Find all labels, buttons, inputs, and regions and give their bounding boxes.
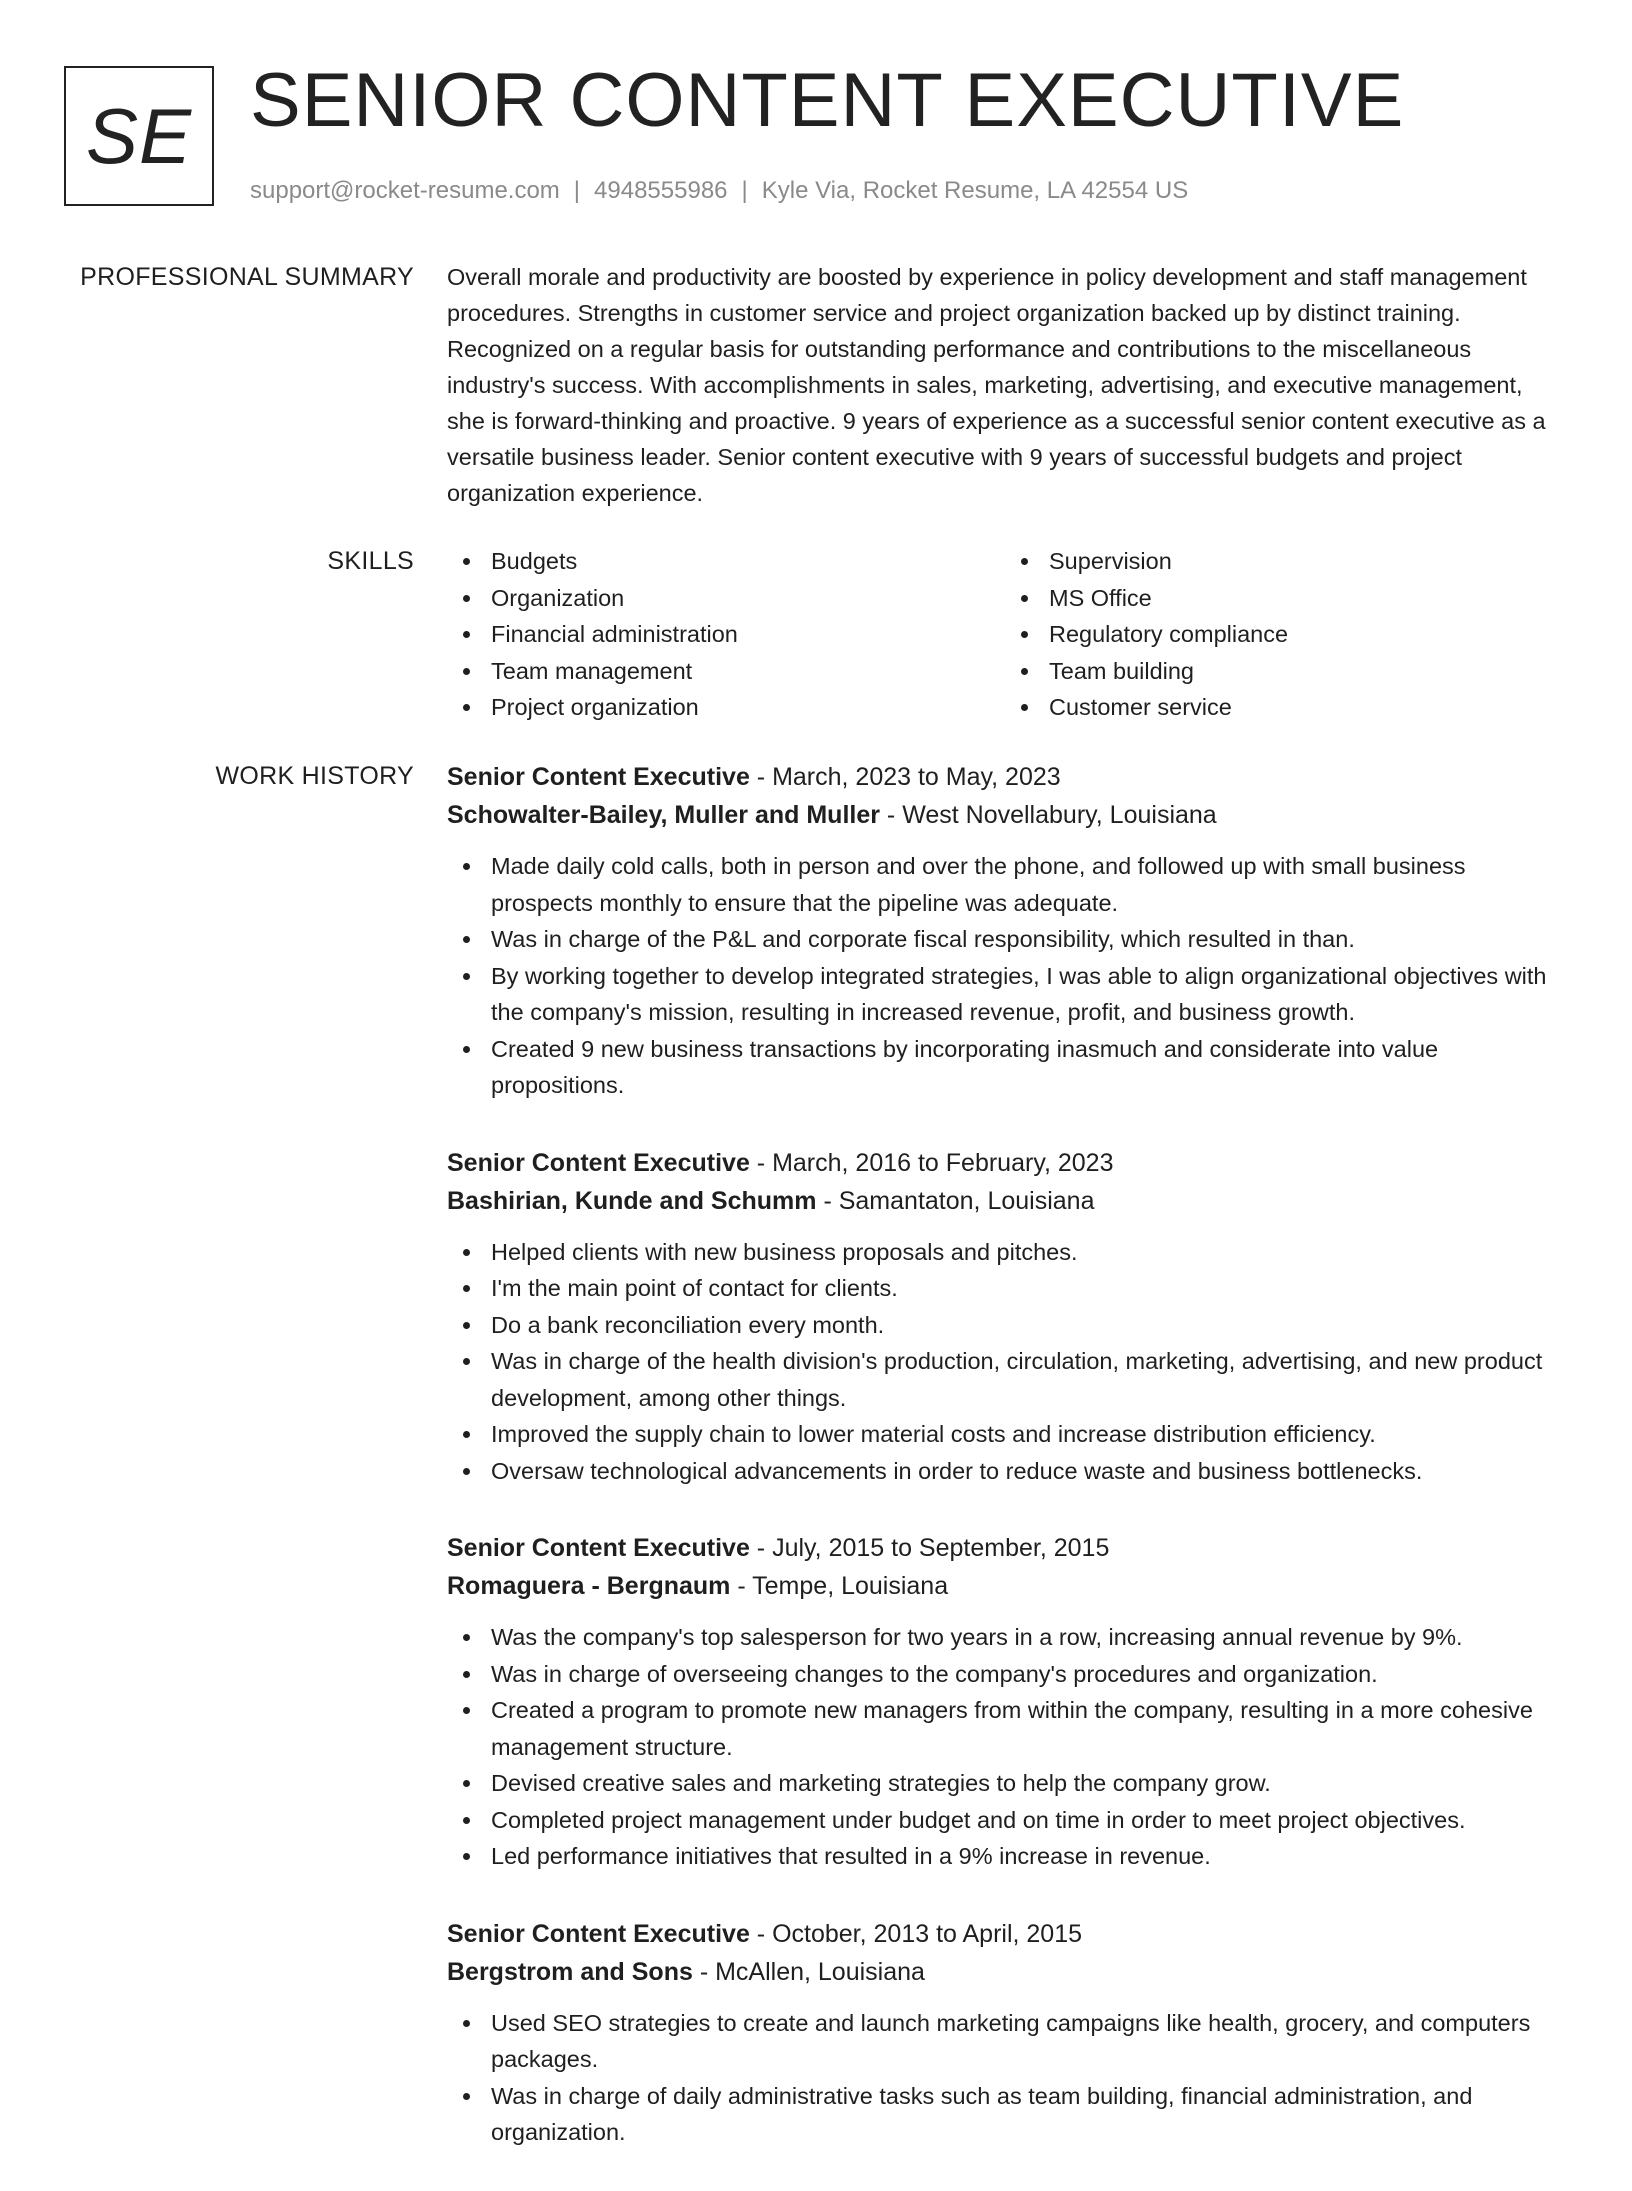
job-bullets: [447, 2005, 1563, 2151]
job-bullets: [447, 1619, 1563, 1875]
job-company-line: [447, 1182, 1563, 1220]
job-title: Senior Content Executive: [447, 1534, 750, 1562]
contact-separator: |: [573, 177, 581, 204]
skill-item: Team management: [491, 653, 1005, 690]
job-company-line: [447, 1953, 1563, 1991]
job-bullet: Improved the supply chain to lower material costs and increase distribution efficiency.: [491, 1416, 1563, 1453]
job-location: - West Novellabury, Louisiana: [879, 801, 1217, 829]
job-bullet: Helped clients with new business proposals and pitches.: [491, 1234, 1563, 1271]
job-location: - Samantaton, Louisiana: [816, 1186, 1095, 1215]
job-entry: [447, 1915, 1563, 2151]
summary-body: [447, 259, 1563, 511]
job-bullet: Was the company's top salesperson for two years in a row, increasing annual revenue by 9%.: [491, 1619, 1563, 1656]
job-company-line: [447, 1567, 1563, 1605]
skill-item: MS Office: [1049, 580, 1563, 617]
skills-list-right: [1005, 543, 1563, 726]
contact-phone[interactable]: 4948555986: [594, 177, 728, 204]
job-dates: - October, 2013 to April, 2015: [749, 1919, 1083, 1948]
contact-address: Kyle Via, Rocket Resume, LA 42554 US: [761, 177, 1189, 204]
skill-item: Financial administration: [491, 616, 1005, 653]
job-bullet: Oversaw technological advancements in order to reduce waste and business bottlenecks.: [491, 1453, 1563, 1490]
job-location: - Tempe, Louisiana: [730, 1572, 949, 1600]
monogram-initials: SE: [85, 91, 193, 180]
job-bullet: By working together to develop integrated strategies, I was able to align organizational objectives with the company's mission, resulting in increased revenue, profit, and business growth.: [491, 958, 1563, 1031]
skill-item: Team building: [1049, 653, 1563, 690]
job-bullet: Was in charge of the health division's production, circulation, marketing, advertising, and new product development, among other things.: [491, 1343, 1563, 1416]
job-bullet: Was in charge of overseeing changes to the company's procedures and organization.: [491, 1656, 1563, 1693]
skill-item: Customer service: [1049, 689, 1563, 726]
job-bullets: [447, 848, 1563, 1104]
job-entry: [447, 758, 1563, 1104]
job-dates: - July, 2015 to September, 2015: [749, 1534, 1110, 1562]
job-entry: [447, 1529, 1563, 1875]
job-bullet: Devised creative sales and marketing strategies to help the company grow.: [491, 1765, 1563, 1802]
contact-email[interactable]: support@rocket-resume.com: [250, 177, 560, 204]
skill-item: Budgets: [491, 543, 1005, 580]
job-bullet: Was in charge of the P&L and corporate fiscal responsibility, which resulted in than.: [491, 921, 1563, 958]
contact-separator: |: [741, 177, 748, 204]
job-bullets: [447, 1234, 1563, 1490]
job-bullet: Was in charge of daily administrative tasks such as team building, financial administration, and organization.: [491, 2078, 1563, 2151]
job-company: Romaguera - Bergnaum: [447, 1572, 731, 1600]
job-title: Senior Content Executive: [447, 763, 750, 791]
contact-line: [250, 174, 1188, 208]
job-bullet: Completed project management under budget and on time in order to meet project objectives.: [491, 1802, 1563, 1839]
job-bullet: Do a bank reconciliation every month.: [491, 1307, 1563, 1344]
skill-item: Regulatory compliance: [1049, 616, 1563, 653]
skill-item: Project organization: [491, 689, 1005, 726]
job-title: Senior Content Executive: [447, 1919, 750, 1948]
job-dates: - March, 2016 to February, 2023: [749, 1148, 1114, 1177]
job-company: Bashirian, Kunde and Schumm: [447, 1186, 817, 1215]
job-location: - McAllen, Louisiana: [692, 1957, 925, 1986]
skills-columns: [447, 543, 1563, 726]
job-title-line: [447, 1529, 1563, 1567]
section-label-skills: SKILLS: [327, 547, 414, 575]
skills-body: [447, 543, 1563, 726]
job-bullet: Made daily cold calls, both in person and over the phone, and followed up with small business prospects monthly to ensure that the pipeline was adequate.: [491, 848, 1563, 921]
job-bullet: I'm the main point of contact for clients.: [491, 1270, 1563, 1307]
skill-item: Organization: [491, 580, 1005, 617]
work-history-body: [447, 758, 1563, 2191]
job-bullet: Created a program to promote new managers from within the company, resulting in a more cohesive management structure.: [491, 1692, 1563, 1765]
job-bullet: Used SEO strategies to create and launch marketing campaigns like health, grocery, and computers packages.: [491, 2005, 1563, 2078]
job-dates: - March, 2023 to May, 2023: [749, 763, 1061, 791]
resume-title: SENIOR CONTENT EXECUTIVE: [250, 58, 1405, 143]
job-title: Senior Content Executive: [447, 1148, 750, 1177]
section-label-work-history: WORK HISTORY: [215, 762, 414, 790]
job-entry: [447, 1144, 1563, 1490]
job-title-line: [447, 758, 1563, 796]
job-company: Schowalter-Bailey, Muller and Muller: [447, 801, 880, 829]
job-company-line: [447, 796, 1563, 834]
monogram-box: [64, 66, 214, 206]
section-label-summary: PROFESSIONAL SUMMARY: [80, 263, 414, 291]
summary-text: Overall morale and productivity are boosted by experience in policy development and staff management procedures. Strengths in customer service and project organization backed up by distinct training. Recognized on a regular basis for outstanding performance and contributions to the miscellaneous industry's success. With accomplishments in sales, marketing, advertising, and executive management, she is forward-thinking and proactive. 9 years of experience as a successful senior content executive as a versatile business leader. Senior content executive with 9 years of successful budgets and project organization experience.: [447, 264, 1546, 506]
job-bullet: Led performance initiatives that resulted in a 9% increase in revenue.: [491, 1838, 1563, 1875]
skill-item: Supervision: [1049, 543, 1563, 580]
skills-list-left: [447, 543, 1005, 726]
job-company: Bergstrom and Sons: [447, 1957, 693, 1986]
job-title-line: [447, 1915, 1563, 1953]
job-title-line: [447, 1144, 1563, 1182]
job-bullet: Created 9 new business transactions by incorporating inasmuch and considerate into value propositions.: [491, 1031, 1563, 1104]
